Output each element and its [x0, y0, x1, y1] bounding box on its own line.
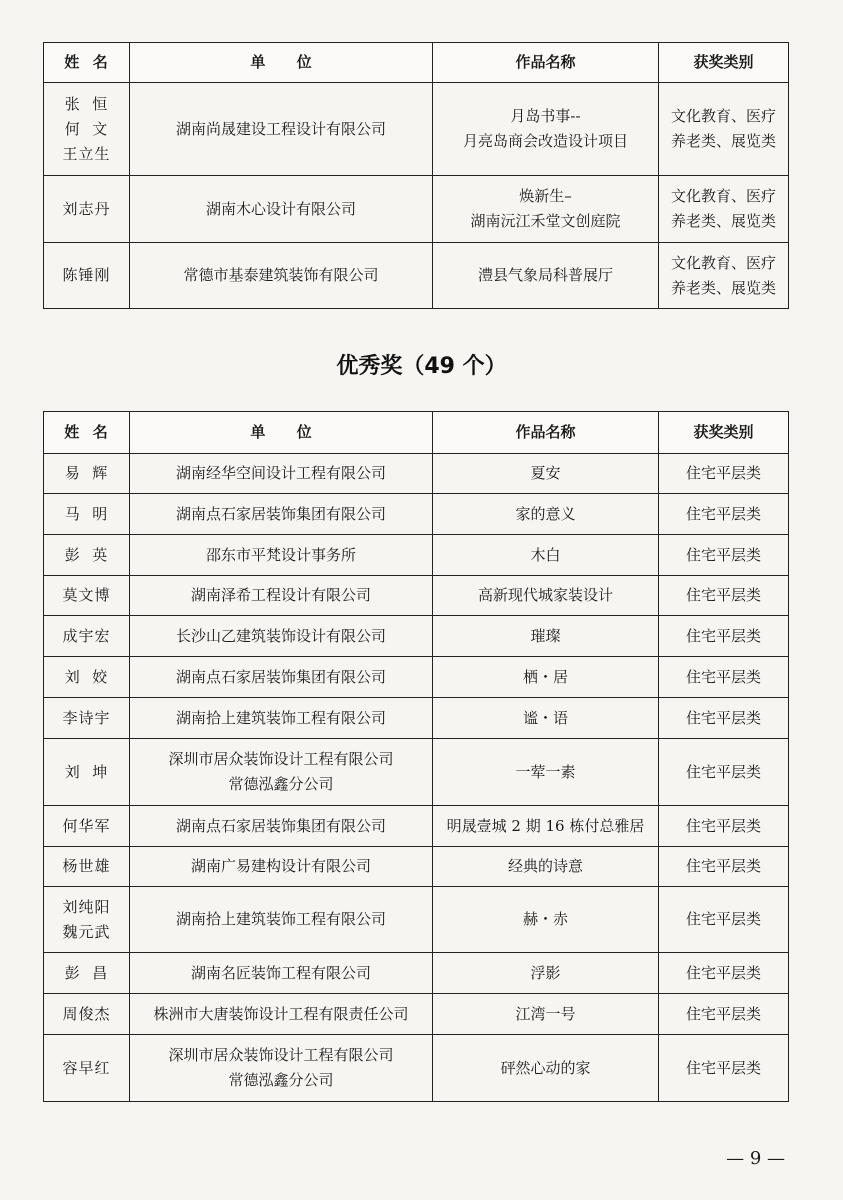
- winner-name-cell: [44, 454, 130, 494]
- work-title-cell: [433, 739, 659, 806]
- work-title-cell: [433, 657, 659, 698]
- award-category-cell: [659, 887, 789, 953]
- award-category-line: 住宅平层类: [685, 464, 761, 482]
- winner-name-cell: [44, 83, 130, 176]
- award-category-line: 住宅平层类: [685, 586, 761, 604]
- work-title-cell: [433, 698, 659, 739]
- winner-name-line: 莫文博: [62, 586, 111, 604]
- header-name: 姓 名: [44, 412, 130, 454]
- table-row: [44, 576, 789, 616]
- table2-body: [44, 454, 789, 1102]
- award-category-line: 住宅平层类: [685, 708, 761, 727]
- company-cell: [130, 994, 433, 1035]
- award-category-line: 住宅平层类: [685, 626, 761, 645]
- company-line: 常德泓鑫分公司: [228, 1071, 334, 1089]
- winner-name-line: 彭 昌: [64, 963, 109, 982]
- award-table-excellence: [43, 411, 789, 1102]
- table-row: [44, 494, 789, 535]
- winner-name-cell: [44, 739, 130, 806]
- winner-name-line: 王立生: [62, 144, 111, 163]
- work-title-line: 浮影: [530, 963, 561, 982]
- award-category-line: 住宅平层类: [685, 857, 761, 875]
- work-title-cell: [433, 454, 659, 494]
- winner-name-cell: [44, 243, 130, 309]
- company-line: 湖南尚晟建设工程设计有限公司: [175, 119, 386, 138]
- company-line: 湖南名匠装饰工程有限公司: [190, 963, 371, 982]
- award-category-cell: [659, 83, 789, 176]
- work-title-cell: [433, 494, 659, 535]
- winner-name-cell: [44, 1035, 130, 1102]
- winner-name-cell: [44, 698, 130, 739]
- winner-name-cell: [44, 576, 130, 616]
- award-category-cell: [659, 243, 789, 309]
- work-title-cell: [433, 953, 659, 994]
- award-category-cell: [659, 576, 789, 616]
- winner-name-line: 彭 英: [64, 545, 109, 564]
- work-title-line: 木白: [530, 545, 561, 564]
- company-cell: [130, 1035, 433, 1102]
- company-line: 常德市基泰建筑装饰有限公司: [183, 266, 379, 284]
- company-cell: [130, 494, 433, 535]
- winner-name-line: 容早红: [62, 1058, 111, 1077]
- award-category-line: 住宅平层类: [685, 667, 761, 686]
- company-line: 邵东市平梵设计事务所: [205, 545, 356, 564]
- table-row: [44, 176, 789, 243]
- company-cell: [130, 454, 433, 494]
- winner-name-line: 何华军: [62, 816, 111, 835]
- header-work: 作品名称: [433, 412, 659, 454]
- company-cell: [130, 953, 433, 994]
- table-row: [44, 887, 789, 953]
- work-title-cell: [433, 535, 659, 576]
- work-title-line: 湖南沅江禾堂文创庭院: [470, 212, 621, 230]
- company-line: 湖南点石家居装饰集团有限公司: [175, 504, 386, 523]
- award-category-line: 住宅平层类: [685, 504, 761, 523]
- award-category-line: 养老类、展览类: [670, 278, 776, 297]
- winner-name-line: 马 明: [64, 504, 109, 523]
- award-category-cell: [659, 994, 789, 1035]
- work-title-cell: [433, 847, 659, 887]
- winner-name-line: 刘 坤: [64, 762, 109, 781]
- award-category-cell: [659, 616, 789, 657]
- winner-name-line: 陈锤刚: [62, 266, 111, 284]
- work-title-line: 明晟壹城 2 期 16 栋付总雅居: [446, 816, 645, 835]
- winner-name-cell: [44, 847, 130, 887]
- header-name: 姓 名: [44, 43, 130, 83]
- section-title: 优秀奖（49 个）: [336, 354, 507, 379]
- company-cell: [130, 535, 433, 576]
- header-work: 作品名称: [433, 43, 659, 83]
- work-title-cell: [433, 176, 659, 243]
- award-category-line: 住宅平层类: [685, 963, 761, 982]
- work-title-cell: [433, 994, 659, 1035]
- table-row: [44, 698, 789, 739]
- company-line: 湖南泽希工程设计有限公司: [190, 586, 371, 604]
- table-row: [44, 953, 789, 994]
- work-title-cell: [433, 806, 659, 847]
- award-category-line: 文化教育、医疗: [670, 107, 776, 125]
- award-category-line: 住宅平层类: [685, 1004, 761, 1023]
- table1-body: [44, 83, 789, 309]
- award-category-line: 住宅平层类: [685, 1058, 761, 1077]
- work-title-cell: [433, 243, 659, 309]
- work-title-line: 夏安: [530, 464, 561, 482]
- award-category-cell: [659, 657, 789, 698]
- winner-name-cell: [44, 806, 130, 847]
- work-title-line: 家的意义: [515, 504, 576, 523]
- company-cell: [130, 739, 433, 806]
- work-title-cell: [433, 616, 659, 657]
- company-line: 株洲市大唐装饰设计工程有限责任公司: [153, 1004, 409, 1023]
- header-category: 获奖类别: [659, 43, 789, 83]
- award-table-top: [43, 42, 789, 309]
- work-title-line: 高新现代城家装设计: [477, 586, 613, 604]
- table-header-row: [44, 412, 789, 454]
- work-title-line: 一荤一素: [515, 762, 576, 781]
- winner-name-cell: [44, 657, 130, 698]
- table-row: [44, 1035, 789, 1102]
- company-cell: [130, 576, 433, 616]
- winner-name-cell: [44, 616, 130, 657]
- header-unit: 单 位: [130, 412, 433, 454]
- company-line: 深圳市居众装饰设计工程有限公司: [168, 1046, 394, 1064]
- company-cell: [130, 176, 433, 243]
- award-category-line: 住宅平层类: [685, 910, 761, 928]
- award-category-cell: [659, 847, 789, 887]
- award-category-line: 文化教育、医疗: [670, 187, 776, 205]
- award-category-line: 住宅平层类: [685, 816, 761, 835]
- company-line: 湖南拾上建筑装饰工程有限公司: [175, 708, 386, 727]
- winner-name-cell: [44, 535, 130, 576]
- company-cell: [130, 698, 433, 739]
- winner-name-line: 魏元武: [62, 922, 111, 941]
- company-cell: [130, 887, 433, 953]
- work-title-line: 澧县气象局科普展厅: [477, 266, 613, 284]
- winner-name-line: 何 文: [64, 119, 109, 138]
- winner-name-line: 刘志丹: [62, 199, 111, 218]
- table-row: [44, 806, 789, 847]
- company-line: 湖南点石家居装饰集团有限公司: [175, 816, 386, 835]
- company-cell: [130, 806, 433, 847]
- winner-name-cell: [44, 953, 130, 994]
- award-category-cell: [659, 494, 789, 535]
- table-row: [44, 243, 789, 309]
- work-title-line: 江湾一号: [515, 1004, 576, 1023]
- award-category-cell: [659, 806, 789, 847]
- company-line: 湖南广易建构设计有限公司: [190, 857, 371, 875]
- award-category-line: 住宅平层类: [685, 545, 761, 564]
- winner-name-cell: [44, 994, 130, 1035]
- award-category-cell: [659, 698, 789, 739]
- work-title-line: 谧・语: [522, 708, 568, 727]
- company-cell: [130, 616, 433, 657]
- company-line: 长沙山乙建筑装饰设计有限公司: [175, 626, 386, 645]
- winner-name-cell: [44, 887, 130, 953]
- table-row: [44, 847, 789, 887]
- table-row: [44, 83, 789, 176]
- work-title-line: 月亮岛商会改造设计项目: [462, 132, 628, 150]
- table-row: [44, 739, 789, 806]
- work-title-line: 焕新生–: [519, 187, 572, 205]
- page-number: — 9 —: [726, 1148, 785, 1169]
- table-row: [44, 535, 789, 576]
- work-title-cell: [433, 887, 659, 953]
- winner-name-line: 刘 姣: [64, 667, 109, 686]
- company-cell: [130, 243, 433, 309]
- company-line: 常德泓鑫分公司: [228, 775, 334, 793]
- award-category-cell: [659, 1035, 789, 1102]
- company-line: 湖南点石家居装饰集团有限公司: [175, 667, 386, 686]
- winner-name-cell: [44, 494, 130, 535]
- company-cell: [130, 847, 433, 887]
- work-title-line: 砰然心动的家: [500, 1058, 591, 1077]
- work-title-cell: [433, 1035, 659, 1102]
- winner-name-line: 易 辉: [64, 464, 109, 482]
- work-title-line: 经典的诗意: [507, 857, 583, 875]
- award-category-cell: [659, 176, 789, 243]
- work-title-line: 栖・居: [522, 667, 568, 686]
- winner-name-line: 成宇宏: [62, 626, 111, 645]
- winner-name-line: 杨世雄: [62, 857, 111, 875]
- award-category-line: 住宅平层类: [685, 762, 761, 781]
- company-line: 深圳市居众装饰设计工程有限公司: [168, 750, 394, 768]
- winner-name-line: 张 恒: [64, 94, 109, 113]
- work-title-line: 赫・赤: [522, 910, 568, 928]
- winner-name-cell: [44, 176, 130, 243]
- work-title-cell: [433, 83, 659, 176]
- table-row: [44, 657, 789, 698]
- award-category-line: 文化教育、医疗: [670, 253, 776, 272]
- company-line: 湖南木心设计有限公司: [205, 199, 356, 218]
- award-category-cell: [659, 739, 789, 806]
- winner-name-line: 李诗宇: [62, 708, 111, 727]
- header-category: 获奖类别: [659, 412, 789, 454]
- company-cell: [130, 657, 433, 698]
- award-category-cell: [659, 535, 789, 576]
- award-category-line: 养老类、展览类: [670, 132, 776, 150]
- award-category-cell: [659, 953, 789, 994]
- award-category-cell: [659, 454, 789, 494]
- table-header-row: [44, 43, 789, 83]
- company-line: 湖南经华空间设计工程有限公司: [175, 464, 386, 482]
- work-title-line: 月岛书事--: [510, 107, 581, 125]
- work-title-line: 璀璨: [530, 626, 561, 645]
- table-row: [44, 616, 789, 657]
- work-title-cell: [433, 576, 659, 616]
- company-cell: [130, 83, 433, 176]
- table-row: [44, 994, 789, 1035]
- award-category-line: 养老类、展览类: [670, 212, 776, 230]
- header-unit: 单 位: [130, 43, 433, 83]
- company-line: 湖南拾上建筑装饰工程有限公司: [175, 910, 386, 928]
- winner-name-line: 刘纯阳: [62, 897, 111, 916]
- table-row: [44, 454, 789, 494]
- winner-name-line: 周俊杰: [62, 1004, 111, 1023]
